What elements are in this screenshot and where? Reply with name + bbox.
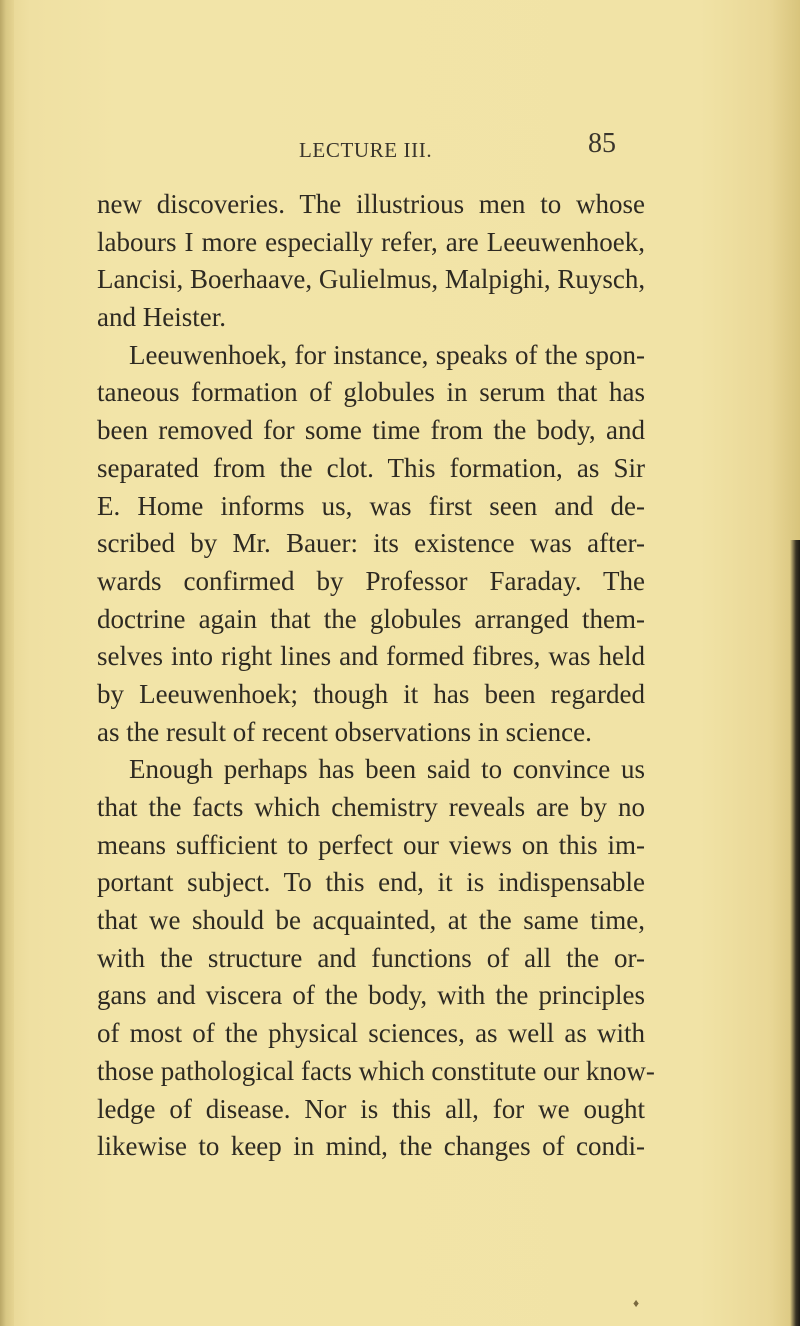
text-line: as the result of recent observations in science. bbox=[97, 716, 592, 747]
footer-ornament: ♦ bbox=[633, 1296, 640, 1310]
body-text bbox=[97, 186, 655, 1166]
text-line: been removed for some time from the body, and bbox=[97, 415, 645, 446]
text-line: separated from the clot. This formation, as Sir bbox=[97, 452, 645, 483]
text-line: E. Home informs us, was first seen and de- bbox=[97, 490, 645, 521]
text-line: doctrine again that the globules arranged them- bbox=[97, 603, 645, 634]
text-line: Leeuwenhoek, for instance, speaks of the spon- bbox=[129, 339, 645, 370]
text-line: by Leeuwenhoek; though it has been regarded bbox=[97, 678, 645, 709]
text-line: that the facts which chemistry reveals are by no bbox=[97, 792, 645, 822]
text-line: with the structure and functions of all the or- bbox=[97, 942, 645, 973]
text-line: portant subject. To this end, it is indispensable bbox=[97, 867, 645, 898]
text-line: wards confirmed by Professor Faraday. The bbox=[97, 565, 645, 596]
text-line: scribed by Mr. Bauer: its existence was after- bbox=[97, 528, 645, 559]
page-number: 85 bbox=[588, 128, 616, 159]
text-line: those pathological facts which constitute our know- bbox=[97, 1055, 655, 1086]
text-line: new discoveries. The illustrious men to whose bbox=[97, 189, 645, 219]
page-edge-shadow bbox=[790, 540, 800, 1326]
text-line: and Heister. bbox=[97, 302, 226, 333]
text-line: selves into right lines and formed fibres, was held bbox=[97, 641, 645, 672]
text-line: gans and viscera of the body, with the principles bbox=[97, 980, 645, 1011]
text-line: means sufficient to perfect our views on this im- bbox=[97, 829, 645, 860]
text-line: Enough perhaps has been said to convince us bbox=[129, 754, 645, 785]
text-line: that we should be acquainted, at the same time, bbox=[97, 905, 645, 936]
text-line: likewise to keep in mind, the changes of condi- bbox=[97, 1131, 645, 1162]
page-gutter-shadow bbox=[0, 0, 14, 1326]
text-line: of most of the physical sciences, as well as with bbox=[97, 1018, 645, 1049]
text-line: ledge of disease. Nor is this all, for we ought bbox=[97, 1093, 645, 1124]
running-head: LECTURE III. bbox=[299, 138, 433, 162]
text-line: Lancisi, Boerhaave, Gulielmus, Malpighi, Ruysch, bbox=[97, 264, 646, 295]
text-line: taneous formation of globules in serum that has bbox=[97, 377, 645, 408]
text-line: labours I more especially refer, are Leeuwenhoek, bbox=[97, 226, 645, 257]
